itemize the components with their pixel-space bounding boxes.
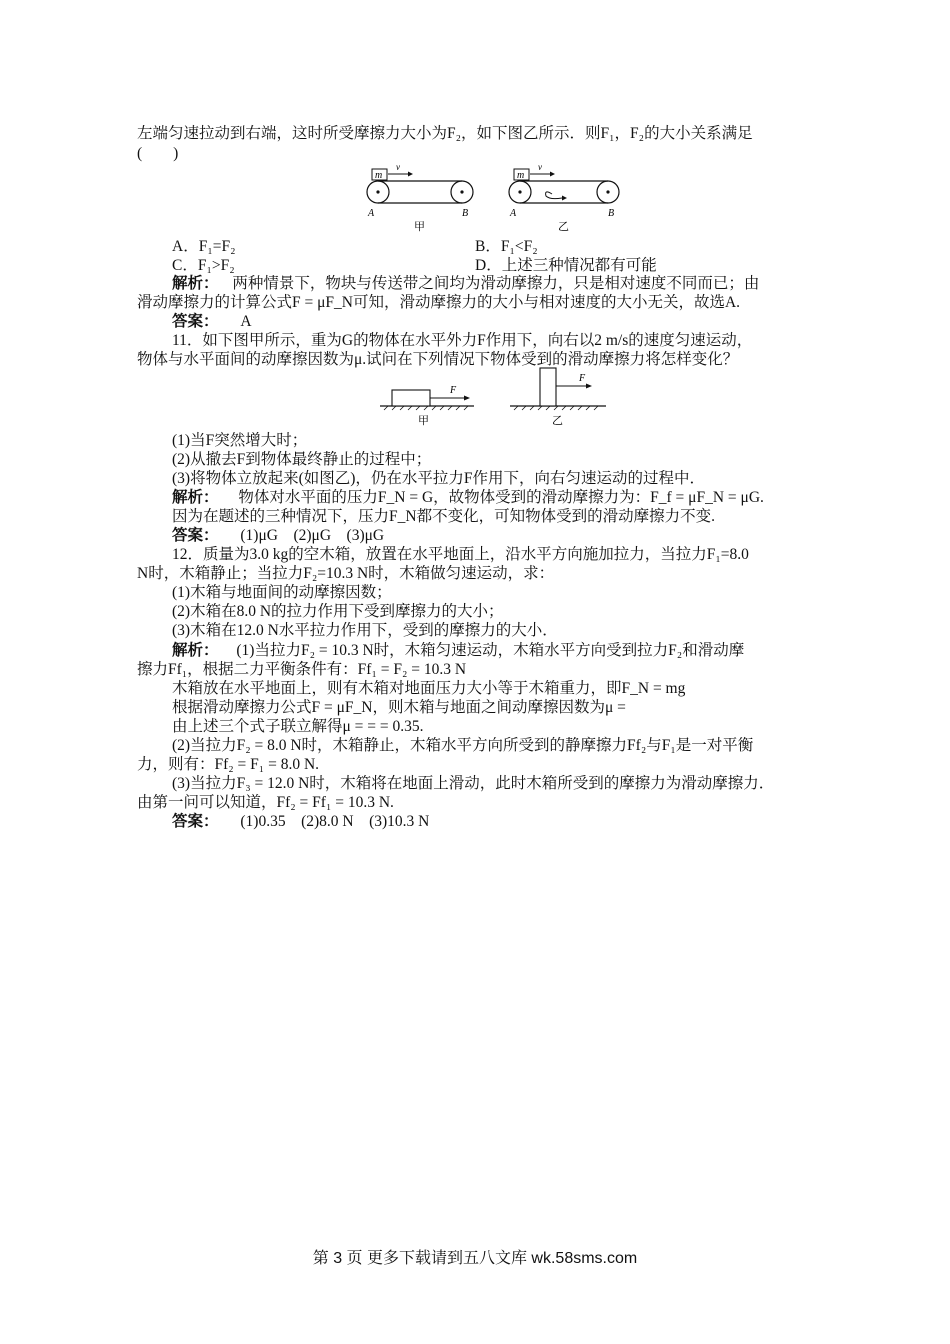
q10-option-d: D．上述三种情况都有可能 bbox=[475, 257, 657, 274]
q11-sub-2: (2)从撤去F到物体最终静止的过程中； bbox=[172, 451, 432, 468]
svg-text:乙: 乙 bbox=[558, 221, 569, 233]
q12-analysis-line-3: 木箱放在水平地面上，则有木箱对地面压力大小等于木箱重力，即F_N = mg bbox=[172, 680, 686, 697]
conveyor-yi bbox=[509, 162, 619, 233]
q10-option-c: C．F₁>F₂ bbox=[172, 257, 235, 274]
svg-text:v: v bbox=[396, 162, 400, 172]
q12-analysis-line-5: 由上述三个式子联立解得μ = = = 0.35. bbox=[172, 718, 424, 735]
q11-analysis-line-2: 因为在题述的三种情况下，压力F_N都不变化，可知物体受到的滑动摩擦力不变. bbox=[172, 508, 715, 525]
q11-answer: (1)μG (2)μG (3)μG bbox=[240, 527, 385, 544]
svg-text:A: A bbox=[368, 208, 375, 219]
q12-sub-3: (3)木箱在12.0 N水平拉力作用下，受到的摩擦力的大小． bbox=[172, 622, 558, 639]
analysis-label: 解析： bbox=[172, 489, 219, 506]
svg-text:B: B bbox=[462, 208, 469, 219]
answer-label: 答案： bbox=[172, 527, 219, 544]
analysis-label: 解析： bbox=[172, 642, 219, 659]
q12-answer: (1)0.35 (2)8.0 N (3)10.3 N bbox=[240, 813, 430, 830]
q10-analysis-text-1: 两种情景下，物块与传送带之间均为滑动摩擦力，只是相对速度不同而已；由 bbox=[232, 275, 760, 292]
q11-sub-3: (3)将物体立放起来(如图乙)，仍在水平拉力F作用下，向右匀速运动的过程中． bbox=[172, 470, 706, 487]
q10-option-b: B．F₁<F₂ bbox=[475, 238, 538, 255]
q12-analysis-line-4: 根据滑动摩擦力公式F = μF_N，则木箱与地面之间动摩擦因数为μ = bbox=[172, 699, 626, 716]
q10-option-a: A．F₁=F₂ bbox=[172, 238, 236, 255]
svg-text:甲: 甲 bbox=[414, 221, 425, 233]
q11-line-1: 11．如下图甲所示，重为G的物体在水平外力F作用下，向右以2 m/s的速度匀速运动， bbox=[172, 332, 753, 349]
svg-text:甲: 甲 bbox=[418, 415, 429, 427]
q11-line-2: 物体与水平面间的动摩擦因数为μ.试问在下列情况下物体受到的滑动摩擦力将怎样变化？ bbox=[137, 351, 739, 368]
q10-analysis-line-1 bbox=[172, 274, 759, 294]
q12-analysis-line-7: 力，则有：Ff₂ = F₁ = 8.0 N. bbox=[137, 756, 320, 773]
q10-answer-line bbox=[172, 312, 252, 332]
q12-answer-line bbox=[172, 812, 429, 832]
block-yi bbox=[510, 368, 606, 427]
q12-analysis-line-2: 擦力Ff₁，根据二力平衡条件有：Ff₁ = F₂ = 10.3 N bbox=[137, 661, 467, 678]
q12-analysis-line-6: (2)当拉力F₂ = 8.0 N时，木箱静止，木箱水平方向所受到的静摩擦力Ff₂与F₁是一对平衡 bbox=[172, 737, 754, 754]
q10-line-2: ( ) bbox=[137, 145, 179, 162]
q12-line-2: N时，木箱静止；当拉力F₂=10.3 N时，木箱做匀速运动，求： bbox=[137, 565, 555, 582]
q12-sub-1: (1)木箱与地面间的动摩擦因数； bbox=[172, 584, 392, 601]
q12-analysis-line-1 bbox=[172, 641, 744, 661]
analysis-label: 解析： bbox=[172, 275, 219, 292]
q10-analysis-line-2: 滑动摩擦力的计算公式F = μF_N可知，滑动摩擦力的大小与相对速度的大小无关，故选A. bbox=[137, 294, 741, 311]
page-footer: 第 3 页 更多下载请到五八文库 wk.58sms.com bbox=[312, 1250, 638, 1267]
svg-text:A: A bbox=[510, 208, 517, 219]
q10-line-1: 左端匀速拉动到右端，这时所受摩擦力大小为F₂，如下图乙所示．则F₁，F₂的大小关系满足 bbox=[137, 125, 753, 142]
conveyor-figure bbox=[350, 162, 640, 234]
q10-answer: A bbox=[240, 313, 252, 330]
svg-text:F: F bbox=[450, 385, 457, 396]
svg-text:B: B bbox=[608, 208, 615, 219]
svg-text:v: v bbox=[538, 162, 542, 172]
q12-analysis-line-8: (3)当拉力F₃ = 12.0 N时，木箱将在地面上滑动，此时木箱所受到的摩擦力为滑动摩擦力． bbox=[172, 775, 775, 792]
svg-text:乙: 乙 bbox=[552, 415, 563, 427]
q12-sub-2: (2)木箱在8.0 N的拉力作用下受到摩擦力的大小； bbox=[172, 603, 504, 620]
answer-label: 答案： bbox=[172, 813, 219, 830]
svg-text:F: F bbox=[579, 373, 586, 384]
q11-sub-1: (1)当F突然增大时； bbox=[172, 432, 308, 449]
q11-analysis-line-1 bbox=[172, 488, 764, 508]
q12-analysis-text-1: (1)当拉力F₂ = 10.3 N时，木箱匀速运动，木箱水平方向受到拉力F₂和滑动摩 bbox=[236, 642, 745, 659]
svg-text:m: m bbox=[517, 170, 525, 181]
conveyor-jia bbox=[367, 162, 473, 233]
q12-line-1: 12．质量为3.0 kg的空木箱，放置在水平地面上，沿水平方向施加拉力，当拉力F₁=8.0 bbox=[172, 546, 749, 563]
block-jia bbox=[380, 385, 474, 427]
svg-text:m: m bbox=[375, 170, 383, 181]
q11-analysis-text-1: 物体对水平面的压力F_N = G，故物体受到的滑动摩擦力为：F_f = μF_N = μG. bbox=[238, 489, 764, 506]
q11-answer-line bbox=[172, 526, 384, 546]
block-figure bbox=[378, 366, 638, 430]
answer-label: 答案： bbox=[172, 313, 219, 330]
q12-analysis-line-9: 由第一问可以知道，Ff₂ = Ff₁ = 10.3 N. bbox=[137, 794, 394, 811]
